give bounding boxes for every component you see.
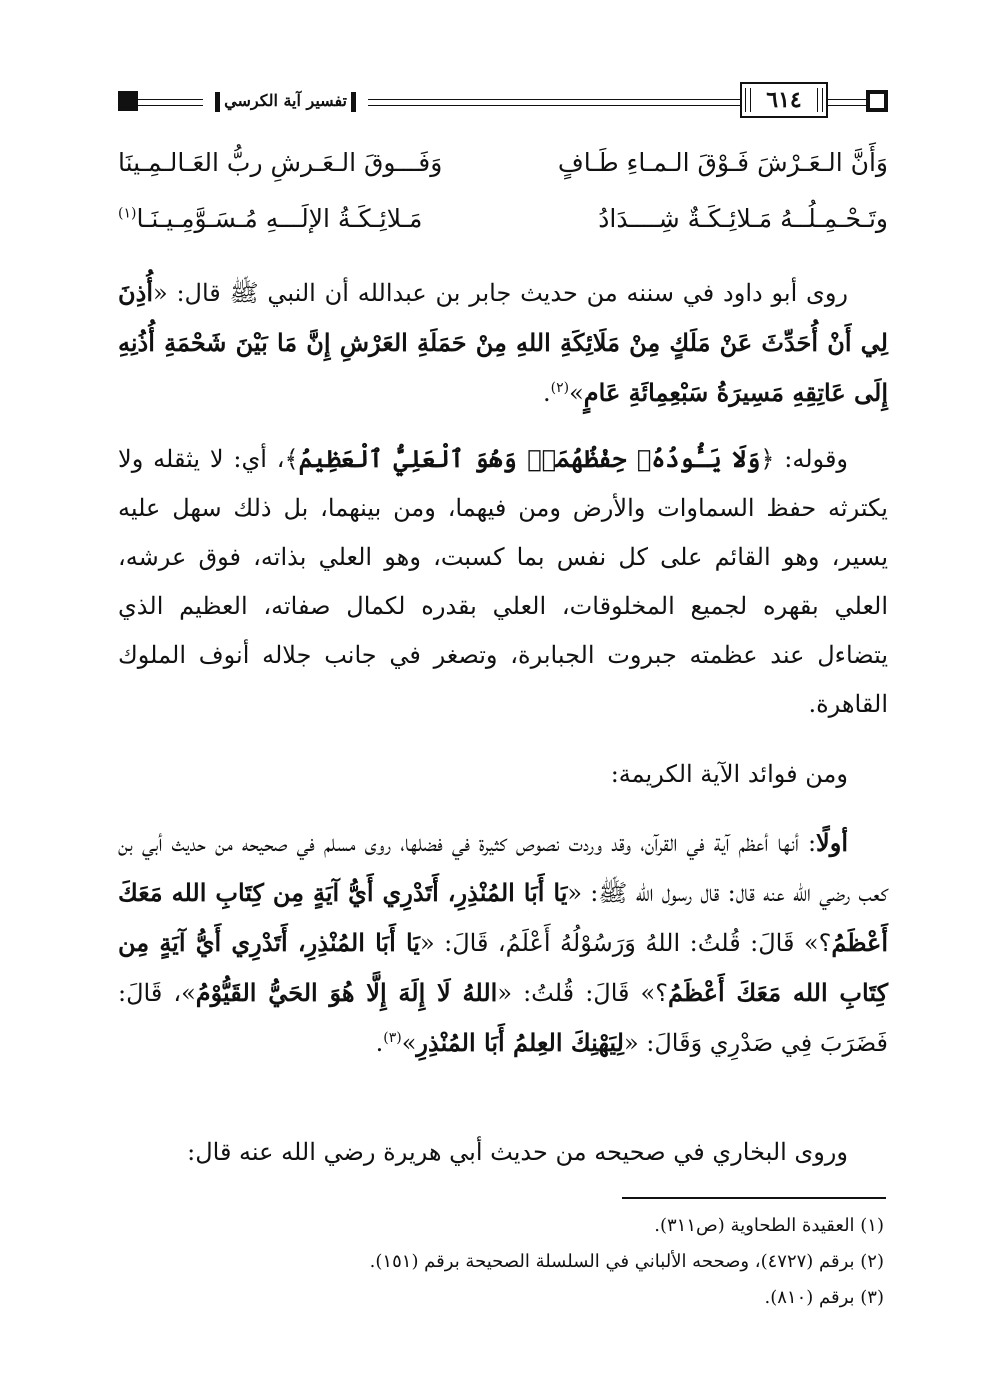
hadith-text: أُذِنَ لِي أَنْ أُحَدِّثَ عَنْ مَلَكٍ مِنْ مَلَائِكَةِ اللهِ مِنْ حَمَلَةِ العَرْشِ إِنَّ مَا بَيْنَ شَحْمَةِ أُذُنِهِ إِلَى عَاتِقِهِ مَسِيرَةُ سَبْعِمِائَةِ عَامٍ bbox=[118, 278, 888, 407]
footnotes bbox=[118, 1208, 888, 1316]
paragraph-text: » bbox=[569, 379, 584, 407]
paragraph: ومن فوائد الآية الكريمة: bbox=[610, 760, 848, 788]
hadith-text: يَا أَبَا المُنْذِرِ، أَتَدْرِي أَيُّ آيَةٍ مِن كِتَابِ الله مَعَكَ أَعْظَمُ bbox=[118, 878, 888, 957]
poem-hemistich-right: وتَـحْـمِـلُــهُ مَـلائِـكَـةٌ شِــــدَادُ bbox=[598, 204, 888, 233]
paragraph: وروى البخاري في صحيحه من حديث أبي هريرة رضي الله عنه قال: bbox=[187, 1138, 848, 1166]
paragraph-text: ؟» قَالَ: قُلتُ: « bbox=[497, 979, 668, 1007]
paragraph-text: ؟» قَالَ: قُلتُ: اللهُ وَرَسُوْلُهُ أَعْلَمُ، قَالَ: « bbox=[419, 929, 832, 957]
paragraph-text: روى أبو داود في سننه من حديث جابر بن عبدالله أن النبي ﷺ قال: « bbox=[152, 279, 848, 307]
paragraph-text: ﴾، أي: لا يثقله ولا يكترثه حفظ السماوات والأرض ومن فيهما، ومن بينهما، بل ذلك سهل عليه يسير، وهو القائم على كل نفس بما كسبت، وهو العلي بذاته، فوق عرشه، العلي بقهره لجميع المخلوقات، العلي بقدره لكمال صفاته، العظيم الذي يتضاءل عند عظمته جبروت الجبابرة، وتصغر في جانب جلاله أنوف الملوك القاهرة. bbox=[118, 445, 888, 718]
hadith-text: اللهُ لَا إِلَهَ إِلَّا هُوَ الحَيُّ القَيُّوْمُ bbox=[195, 978, 498, 1007]
poem-hemistich-text: مَـلائِـكَـةُ الإلَـــهِ مُـسَـوَّمِـيـنَـا bbox=[136, 204, 423, 233]
paragraph-text: . bbox=[375, 1029, 384, 1057]
footnote-ref: (١) bbox=[118, 205, 137, 222]
tafsir-paragraph bbox=[118, 434, 888, 729]
quran-verse: وَلَا يَـُٔودُهُۥ حِفْظُهُمَاۚ وَهُوَ ٱلْعَلِيُّ ٱلْعَظِيمُ bbox=[298, 444, 761, 473]
header-ornament-square bbox=[866, 90, 888, 112]
running-header bbox=[118, 88, 888, 126]
header-ornament-square bbox=[118, 91, 138, 111]
poem-hemistich-left bbox=[118, 191, 422, 247]
poem bbox=[118, 135, 888, 247]
benefit-first-paragraph bbox=[118, 818, 888, 1068]
paragraph-text: وقوله: ﴿ bbox=[760, 445, 849, 473]
footnote-separator bbox=[622, 1197, 886, 1199]
poem-hemistich-left: وَفَـــوقَ الـعَـرشِ ربُّ العَـالـمِـينَا bbox=[118, 148, 443, 177]
paragraph-text: »، قَالَ: فَضَرَبَ فِي صَدْرِي وَقَالَ: « bbox=[118, 979, 888, 1057]
paragraph-text: : أنها أعظم آية في القرآن، وقد وردت نصوص كثيرة في فضلها، روى مسلم في صحيحه من حديث أبي بن كعب رضي الله عنه قال: قال رسول الله ﷺ: « bbox=[118, 829, 888, 907]
benefit-heading: أولًا bbox=[816, 828, 848, 857]
paragraph-text: » bbox=[401, 1029, 417, 1057]
running-title-text: تفسير آية الكرسي bbox=[224, 91, 347, 110]
hadith-text: لِيَهْنِكَ العِلمُ أَبَا المُنْذِرِ bbox=[416, 1028, 624, 1057]
footnote: (٢) برقم (٤٧٢٧)، وصححه الألباني في السلسلة الصحيحة برقم (١٥١). bbox=[369, 1251, 884, 1272]
bukhari-intro bbox=[118, 1128, 888, 1177]
paragraph bbox=[118, 268, 888, 418]
benefits-intro bbox=[118, 750, 888, 799]
paragraph-text: . bbox=[542, 379, 551, 407]
poem-hemistich-right: وَأَنَّ الـعَـرْشَ فَـوْقَ الـمـاءِ طَـافٍ bbox=[557, 148, 888, 177]
page-number: ٦١٤ bbox=[740, 82, 828, 118]
hadith-text: يَا أَبَا المُنْذِرِ، أَتَدْرِي أَيُّ آيَةٍ مِن كِتَابِ الله مَعَكَ أَعْظَمُ bbox=[118, 928, 889, 1007]
title-bar-ornament bbox=[351, 92, 356, 112]
footnote-ref: (٣) bbox=[383, 1030, 402, 1046]
paragraph bbox=[118, 434, 888, 729]
running-title bbox=[203, 88, 368, 114]
poem-verse bbox=[118, 135, 888, 191]
footnote: (٣) برقم (٨١٠). bbox=[764, 1287, 884, 1308]
title-bar-ornament bbox=[215, 92, 220, 112]
footnote-ref: (٢) bbox=[550, 380, 570, 396]
poem-verse bbox=[118, 191, 888, 247]
paragraph bbox=[118, 818, 888, 1068]
footnote: (١) العقيدة الطحاوية (ص٣١١). bbox=[654, 1215, 884, 1236]
hadith-paragraph-1 bbox=[118, 268, 888, 418]
